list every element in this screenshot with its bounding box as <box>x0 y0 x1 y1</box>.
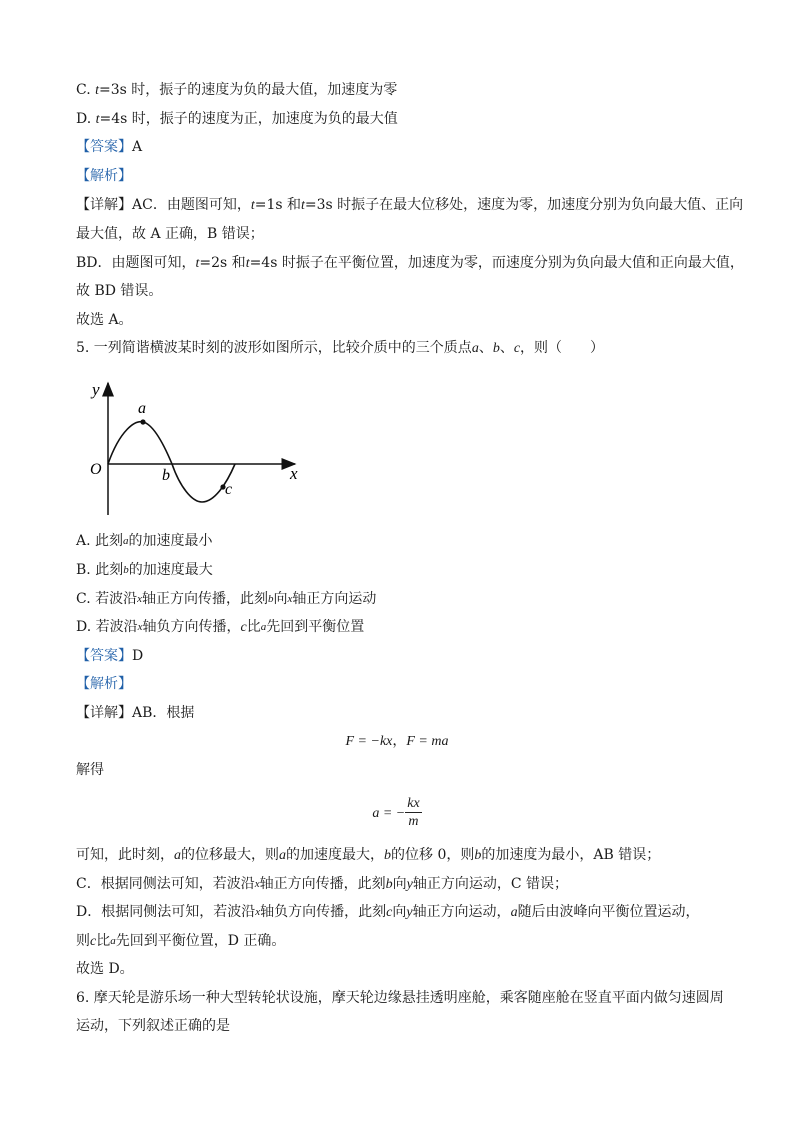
wave-figure <box>80 375 320 525</box>
q5-detail-line-k: 可知，此时刻，a的位移最大，则a的加速度最大，b的位移 0，则b的加速度为最小，AB 错误； <box>76 847 661 863</box>
q4-detail-line-1: 【详解】AC．由题图可知，t=1s 和t=3s 时振子在最大位移处，速度为零，加速度分别为负向最大值、正向 <box>76 197 744 213</box>
q5-option-a: A. 此刻a的加速度最小 <box>76 533 213 549</box>
q5-stem: 5. 一列简谐横波某时刻的波形如图所示，比较介质中的三个质点a、b、c，则（ ） <box>76 340 605 356</box>
q4-option-d: D. t=4s 时，振子的速度为正，加速度为负的最大值 <box>76 111 398 127</box>
q4-option-c: C. t=3s 时，振子的速度为负的最大值，加速度为零 <box>76 82 398 98</box>
q4-detail-line-3: BD．由题图可知，t=2s 和t=4s 时振子在平衡位置，加速度为零，而速度分别为负向最大值和正向最大值， <box>76 255 744 271</box>
q5-conclusion: 故选 D。 <box>76 961 134 977</box>
q5-equation-1: F = −kx，F = ma <box>345 733 449 749</box>
q5-analysis-heading: 【解析】 <box>76 676 132 692</box>
q5-solve-label: 解得 <box>76 762 104 778</box>
q5-detail-line-d: D．根据同侧法可知，若波沿x轴负方向传播，此刻c向y轴正方向运动，a随后由波峰向平衡位置运动， <box>76 904 700 920</box>
q6-stem-line-2: 运动，下列叙述正确的是 <box>76 1018 230 1034</box>
y-axis-label: y <box>92 380 100 399</box>
q4-detail-line-4: 故 BD 错误。 <box>76 283 163 299</box>
q5-answer: 【答案】D <box>76 648 144 664</box>
point-c-label: c <box>225 481 233 498</box>
wave-curve <box>108 422 235 502</box>
origin-label: O <box>90 461 102 478</box>
q4-answer: 【答案】A <box>76 139 143 155</box>
fraction: $\frac{kx}{m}$ <box>407 795 420 829</box>
q5-option-d: D. 若波沿x轴负方向传播，c比a先回到平衡位置 <box>76 619 365 635</box>
point-b-label: b <box>162 467 170 484</box>
q4-analysis-heading: 【解析】 <box>76 168 132 184</box>
x-axis-label: x <box>290 464 298 483</box>
q5-detail-line-c: C．根据同侧法可知，若波沿x轴正方向传播，此刻b向y轴正方向运动，C 错误； <box>76 876 568 892</box>
q5-equation-2: a = − $\frac{kx}{m}$ <box>372 795 420 829</box>
q5-detail-line-1: 【详解】AB．根据 <box>76 705 195 721</box>
q5-option-c: C. 若波沿x轴正方向传播，此刻b向x轴正方向运动 <box>76 591 377 607</box>
point-a-dot <box>140 419 145 424</box>
q4-detail-line-2: 最大值，故 A 正确，B 错误； <box>76 226 264 242</box>
q5-detail-line-e: 则c比a先回到平衡位置，D 正确。 <box>76 933 286 949</box>
q6-stem-line-1: 6. 摩天轮是游乐场一种大型转轮状设施，摩天轮边缘悬挂透明座舱，乘客随座舱在竖直平面内做匀速圆周 <box>76 990 724 1006</box>
point-a-label: a <box>138 400 146 417</box>
q4-conclusion: 故选 A。 <box>76 312 133 328</box>
q5-option-b: B. 此刻b的加速度最大 <box>76 562 213 578</box>
